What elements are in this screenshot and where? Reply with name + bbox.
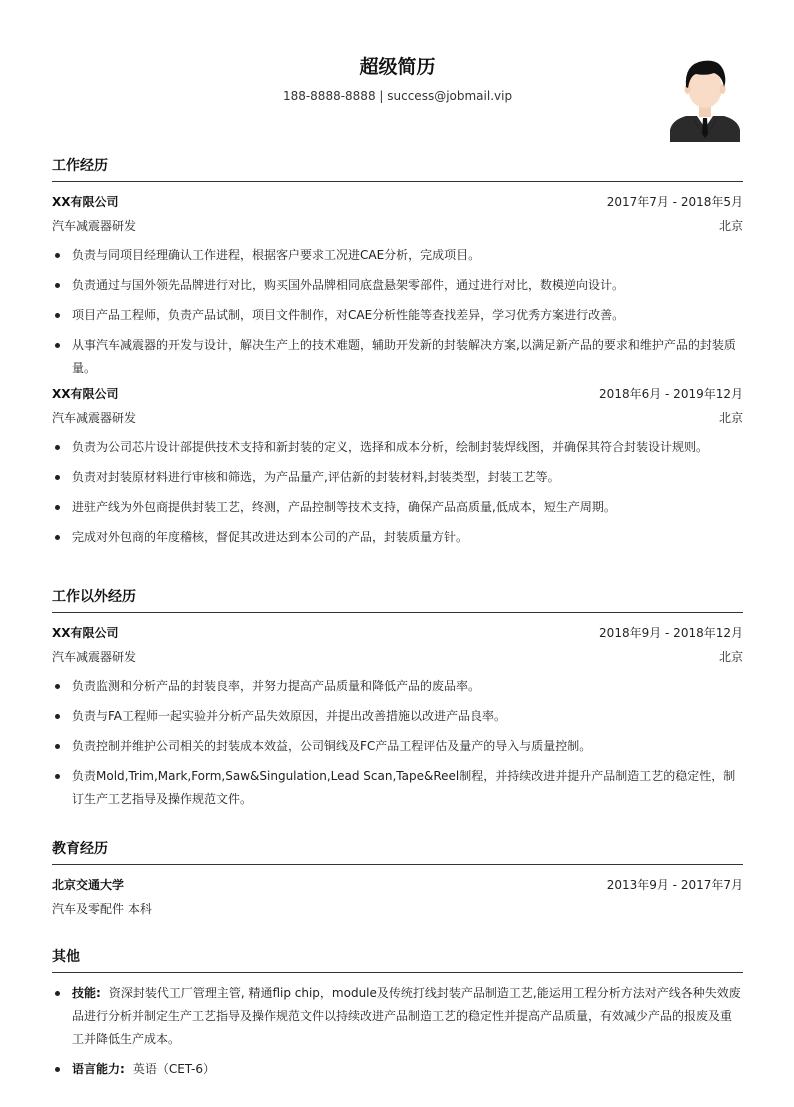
section-divider [52, 612, 743, 613]
job-role: 汽车减震器研发 [52, 411, 137, 425]
entry-subheader [52, 897, 743, 921]
work-section [52, 155, 743, 556]
job-location: 北京 [718, 411, 743, 425]
list-item: 负责对封装原材料进行审核和筛选，为产品量产,评估新的封装材料,封装类型，封装工艺等。 [52, 466, 743, 489]
extra-section [52, 586, 743, 818]
entry-subheader [52, 406, 743, 430]
bullet-list [52, 436, 743, 549]
avatar [670, 54, 740, 142]
school-name: 北京交通大学 [52, 878, 125, 892]
education-section [52, 838, 743, 921]
company-name: XX有限公司 [52, 387, 119, 401]
job-role: 汽车减震器研发 [52, 219, 137, 233]
section-title: 教育经历 [52, 841, 108, 857]
section-divider [52, 864, 743, 865]
entry-dates: 2017年7月 - 2018年5月 [606, 195, 743, 209]
extra-entry-1 [52, 621, 743, 811]
work-entry-1 [52, 190, 743, 380]
section-divider [52, 181, 743, 182]
language-text: 英语（CET-6） [132, 1062, 215, 1076]
language-label: 语言能力: [72, 1062, 125, 1076]
job-location: 北京 [718, 650, 743, 664]
entry-dates: 2018年6月 - 2019年12月 [599, 387, 743, 401]
job-role: 汽车减震器研发 [52, 650, 137, 664]
skills-text: 资深封装代工厂管理主管, 精通flip chip，module及传统打线封装产品制造工艺,能运用工程分析方法对产线各种失效废品进行分析并制定生产工艺指导及操作规范文件以持续改进产品制造工艺的稳定性并提高产品质量，有效减少产品的报废及重工并降低生产成本。 [72, 986, 741, 1046]
section-title: 其他 [52, 949, 80, 965]
bullet-list [52, 244, 743, 380]
entry-dates: 2018年9月 - 2018年12月 [599, 626, 743, 640]
entry-header [52, 621, 743, 645]
contact-info: 188-8888-8888 | success@jobmail.vip [282, 89, 513, 103]
entry-header [52, 382, 743, 406]
list-item: 负责监测和分析产品的封装良率，并努力提高产品质量和降低产品的废品率。 [52, 675, 743, 698]
list-item: 完成对外包商的年度稽核，督促其改进达到本公司的产品，封装质量方针。 [52, 526, 743, 549]
section-divider [52, 972, 743, 973]
job-location: 北京 [718, 219, 743, 233]
list-item: 项目产品工程师，负责产品试制，项目文件制作，对CAE分析性能等查找差异，学习优秀方案进行改善。 [52, 304, 743, 327]
skills-label: 技能: [72, 986, 101, 1000]
list-item: 负责为公司芯片设计部提供技术支持和新封装的定义，选择和成本分析，绘制封装焊线图，并确保其符合封装设计规则。 [52, 436, 743, 459]
section-title: 工作经历 [52, 158, 108, 174]
list-item: 进驻产线为外包商提供封装工艺，终测，产品控制等技术支持，确保产品高质量,低成本，短生产周期。 [52, 496, 743, 519]
entry-subheader [52, 214, 743, 238]
entry-subheader [52, 645, 743, 669]
major-degree: 汽车及零配件 本科 [52, 902, 152, 916]
company-name: XX有限公司 [52, 626, 119, 640]
bullet-list [52, 982, 743, 1081]
language-item [52, 1058, 743, 1081]
entry-header [52, 873, 743, 897]
list-item: 负责与同项目经理确认工作进程，根据客户要求工况进CAE分析，完成项目。 [52, 244, 743, 267]
list-item: 从事汽车减震器的开发与设计，解决生产上的技术难题，辅助开发新的封装解决方案,以满足新产品的要求和维护产品的封装质量。 [52, 334, 743, 380]
list-item: 负责控制并维护公司相关的封装成本效益，公司铜线及FC产品工程评估及量产的导入与质量控制。 [52, 735, 743, 758]
section-title: 工作以外经历 [52, 589, 136, 605]
skills-item [52, 982, 743, 1051]
list-item: 负责通过与国外领先品牌进行对比，购买国外品牌相同底盘悬架零部件，通过进行对比，数模逆向设计。 [52, 274, 743, 297]
education-entry [52, 873, 743, 921]
resume-name: 超级简历 [359, 56, 436, 78]
bullet-list [52, 675, 743, 811]
other-section [52, 946, 743, 1088]
entry-header [52, 190, 743, 214]
list-item: 负责Mold,Trim,Mark,Form,Saw&Singulation,Lead Scan,Tape&Reel制程，并持续改进并提升产品制造工艺的稳定性，制订生产工艺指导及操作规范文件。 [52, 765, 743, 811]
company-name: XX有限公司 [52, 195, 119, 209]
work-entry-2 [52, 382, 743, 549]
list-item: 负责与FA工程师一起实验并分析产品失效原因，并提出改善措施以改进产品良率。 [52, 705, 743, 728]
entry-dates: 2013年9月 - 2017年7月 [606, 878, 743, 892]
